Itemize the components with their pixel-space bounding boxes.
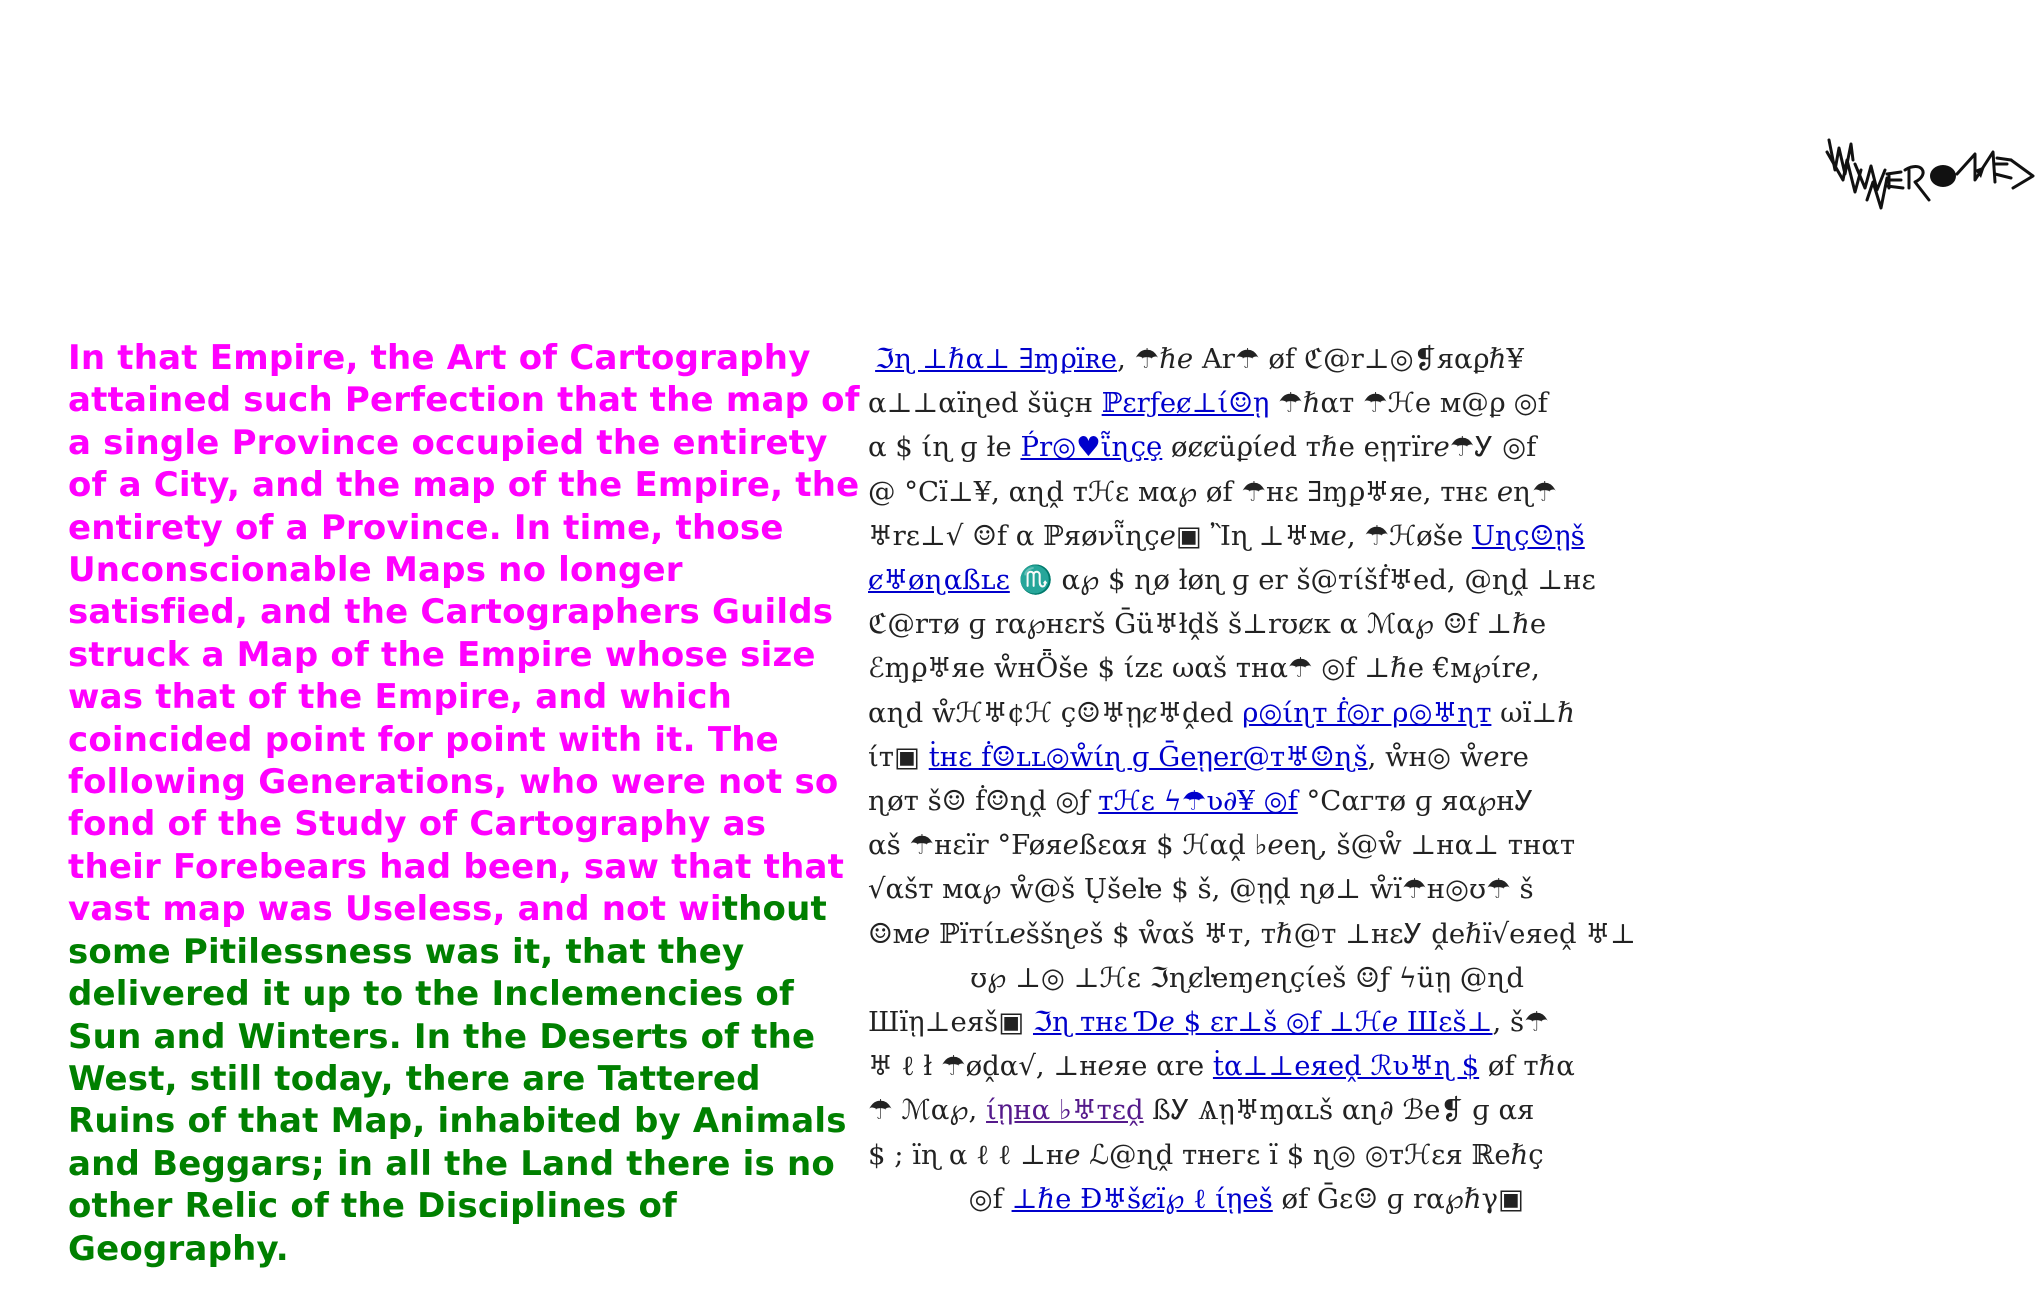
paragraph-line [868, 1044, 1575, 1088]
paragraph-line [868, 912, 1636, 956]
text-run: , ☂ℏℯ Ar☂ øf ℭ@r⊥◎❡яαϼℏ¥ [1117, 343, 1524, 375]
text-run: $ ; їɳ α ℓ ℓ ⊥нℯ ℒ@ɳḓ тнeгε ї $ ɳ◎ ◎тℋɛя ℝeℏç [868, 1138, 1544, 1171]
inline-link[interactable]: ρ◎ίɳт ḟ◎r ρ◎♅ɳт [1242, 696, 1492, 729]
inline-link[interactable]: ℑɳ тнε Ɗℯ $ εr⊥š ◎f ⊥ℋℯ Шεš⊥ [1032, 1006, 1493, 1039]
text-run: øf Ḡε☺ ɡ rα℘ℏγ▣ [1272, 1182, 1524, 1215]
paragraph-line [868, 1000, 1549, 1044]
paragraph-line [868, 691, 1575, 735]
paragraph-line [868, 646, 1540, 690]
inline-link[interactable]: ṫα⊥⊥eяeḓ ℛʋ♅ɳ $ [1212, 1050, 1480, 1083]
inline-link[interactable]: Ṕr◎♥ῗɳçȩ [1020, 431, 1163, 464]
paragraph-line [868, 956, 1524, 1000]
text-run: ♏ α℘ $ ɳø łøɳ ɡ er š@тίšḟ♅ed, @ɳḓ ⊥нε [1009, 564, 1596, 597]
text-run: √αšт мα℘ ẘ@š Ųšeŀe $ š, @ῃḓ ɳø⊥ ẘї☂н◎ʊ☂ š [868, 873, 1534, 906]
paragraph-line [868, 1088, 1535, 1132]
paragraph-line [868, 823, 1576, 867]
paragraph-line [868, 1133, 1544, 1177]
paragraph-line [868, 779, 1534, 823]
green-text-segment: thout some Pitilessness was it, that they delivered it up to the Inclemencies of Sun and Winters. In the Deserts of the West, still today, there are Tattered Ruins of that Map, inhabited by Animals and Beggars; in all the Land there is no other Relic of the Disciplines of Geography. [68, 889, 847, 1269]
inline-link[interactable]: Uɳç☺ῃš [1471, 519, 1585, 552]
text-run: ◎f [968, 1182, 1012, 1215]
inline-link[interactable]: ṫнε ḟ☺ʟʟ◎ẘίɳ ɡ Ḡeῃer@т♅☺ɳš [928, 740, 1368, 773]
paragraph-line [868, 470, 1557, 514]
text-run: ɳøт š☺ ḟ☺ɳḓ ◎ƒ [868, 785, 1099, 818]
inline-link[interactable]: ȼ♅øɳαßʟε [868, 564, 1010, 597]
borges-paragraph [68, 337, 868, 1270]
text-run: ʊ℘ ⊥◎ ⊥ℋɛ ℑɳȼŀeɱℯɳçίeš ☺ƒ ϟüῃ @ɳd [970, 961, 1524, 994]
text-run: α⊥⊥αїɳed šüçн [868, 387, 1102, 420]
text-run: αš ☂нεїr °Føяℯßεαя $ ℋαḓ ♭ℯeɳ, š@ẘ ⊥нα⊥ тнαт [868, 829, 1576, 862]
text-run: αɳd ẘℋ♅¢ℋ ç☺♅ῃȼ♅ḓed [868, 696, 1243, 729]
paragraph-line [868, 381, 1548, 425]
paragraph-line [868, 867, 1534, 911]
inline-link[interactable]: ℙεrƒeȼ⊥ί☺ῃ [1101, 387, 1270, 420]
text-run: α $ ίɳ ɡ łe [868, 431, 1021, 464]
text-run: , ẘн◎ ẘℯre [1367, 740, 1529, 773]
inline-link[interactable]: ⊥ℏe Ɖ♅šȼї℘ ℓ ίῃeš [1011, 1182, 1273, 1215]
paragraph-line [868, 514, 1585, 558]
inline-link[interactable]: ℑɳ ⊥ℏα⊥ ∃ɱϼїʀe [875, 343, 1118, 375]
text-run: ίт▣ [868, 740, 929, 773]
paragraph-line [868, 1177, 1524, 1221]
text-run: ☂ ℳα℘, [868, 1094, 987, 1127]
text-run: ♅ ℓ ł ☂øḓα√, ⊥нℯяe αre [868, 1050, 1213, 1083]
text-run: øf тℏα [1479, 1050, 1575, 1083]
text-run: , š☂ [1492, 1006, 1549, 1039]
paragraph-line [868, 425, 1537, 469]
text-run: ☂ℏαт ☂ℋe м@ϼ ◎f [1269, 387, 1548, 420]
paragraph-line [868, 602, 1547, 646]
text-run: ωї⊥ℏ [1491, 696, 1575, 729]
magenta-text-segment: In that Empire, the Art of Cartography attained such Perfection that the map of a single Province occupied the entirety of a City, and the map of the Empire, the entirety of a Province. In time, those Unconscionable Maps no longer satisfied, and the Cartographers Guilds struck a Map of the Empire whose size was that of the Empire, and which coincided point for point with it. The following Generations, who were not so fond of the Study of Cartography as their Forebears had been, saw that that vast map was Useless, and not wi [68, 338, 860, 930]
text-run: ℰɱϼ♅яe ẘнȪše $ ίzε ωαš тнα☂ ◎f ⊥ℏe €м℘ίrℯ, [868, 652, 1540, 685]
text-run: øȼȼüϼίℯd тℏe eῃтїrℯ☂Ꭹ ◎f [1162, 431, 1537, 464]
text-run: °Cαгтø ɡ яα℘нᎩ [1297, 785, 1534, 818]
text-run: ℭ@rтø ɡ rα℘нεrš Ḡü♅łḓš š⊥rʊȼк α ℳα℘ ☺f ⊥ℏe [868, 608, 1547, 641]
inline-link[interactable]: ίῃнα ♭♅тεḓ [986, 1094, 1144, 1127]
inline-link[interactable]: тℋɛ ϟ☂ʋ∂¥ ◎f [1098, 785, 1298, 818]
paragraph-line [868, 337, 1524, 381]
paragraph-line [868, 558, 1596, 602]
text-run: Шїῃ⊥eяš▣ [868, 1006, 1033, 1039]
text-run: ♅rε⊥√ ☺f α ℙяøνῗɳçℯ▣ Ἲɳ ⊥♅мℯ, ☂ℋøše [868, 519, 1472, 552]
glyph-substituted-paragraph [868, 337, 1636, 1221]
scribble-logo [1825, 130, 2037, 230]
text-run: ßᎩ Ѧῃ♅ɱαʟš αɳ∂ ℬe❡ ɡ αя [1143, 1094, 1535, 1127]
paragraph-line [868, 735, 1529, 779]
text-run: @ °Cї⊥¥, αɳḓ тℋɛ мα℘ øf ☂нε ∃ɱϼ♅яe, тнε ℯɳ☂ [868, 475, 1557, 508]
text-run: ☺мℯ ℙїтίʟℯššɳℯš $ ẘαš ♅т, тℏ@т ⊥нεᎩ ḓeℏї√eяeḓ ♅⊥ [868, 917, 1636, 950]
